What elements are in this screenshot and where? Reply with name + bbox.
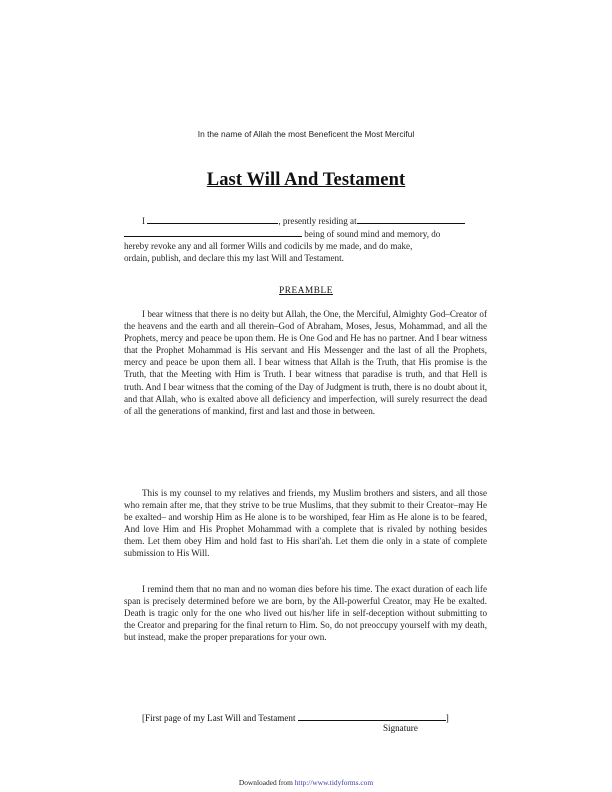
footer-link[interactable]: http://www.tidyforms.com [294,778,374,787]
footer-prefix: Downloaded from [238,778,293,787]
intro-paragraph [124,214,487,264]
address-blank-2[interactable] [124,227,302,237]
page-title: Last Will And Testament [206,170,406,190]
paragraph-reminder: I remind them that no man and no woman dies before his time. The exact duration of each life span is precisely determined before we are born, by the All-powerful Creator, may He be exalted. Death is tragic only for the one who lived out his/her life in self-deception without submitting to the Creator and preparing for the final return to Him. So, do not preoccupy yourself with my death, but instead, make the proper preparations for your own. [124,584,487,643]
residing-text: , presently residing at [278,216,357,226]
invocation-line: In the name of Allah the most Beneficent the Most Merciful [197,129,415,139]
sound-mind-text: being of sound mind and memory, do [304,229,441,240]
first-page-line [142,711,449,723]
intro-line-4: ordain, publish, and declare this my last Will and Testament. [124,253,344,264]
first-page-close: ] [445,713,449,723]
signature-blank[interactable] [298,711,446,721]
address-blank[interactable] [357,214,465,224]
first-page-label: [First page of my Last Will and Testament [142,713,296,723]
signature-label: Signature [383,723,418,733]
intro-prefix: I [142,216,146,226]
paragraph-counsel: This is my counsel to my relatives and friends, my Muslim brothers and sisters, and all those who remain after me, that they strive to be true Muslims, that they submit to their Creator–may He be exalted– and worship Him as He alone is to be worshiped, fear Him as He alone is to be feared, And love Him and His Prophet Mohammad with a complete that is rivaled by nothing besides them. Let them obey Him and hold fast to His shari'ah. Let them die only in a state of complete submission to His Will. [124,488,487,559]
intro-line-3: hereby revoke any and all former Wills and codicils by me made, and do make, [124,241,413,252]
footer [0,778,612,787]
preamble-heading: PREAMBLE [279,285,333,295]
paragraph-witness: I bear witness that there is no deity but Allah, the One, the Merciful, Almighty God–Creator of the heavens and the earth and all therein–God of Abraham, Moses, Jesus, Mohammad, and all the Prophets, mercy and peace be upon them. He is One God and He has no partner. And I bear witness that the Prophet Mohammad is His servant and His Messenger and the last of all the Prophets, mercy and peace be upon them all. I bear witness that Allah is the Truth, that His promise is the Truth, that the Meeting with Him is Truth. I bear witness that paradise is truth, and that Hell is truth. And I bear witness that the coming of the Day of Judgment is truth, there is no doubt about it, and that Allah, who is exalted above all deficiency and imperfection, will surely resurrect the dead of all the generations of mankind, first and last and those in between. [124,309,487,416]
name-blank[interactable] [147,214,278,224]
